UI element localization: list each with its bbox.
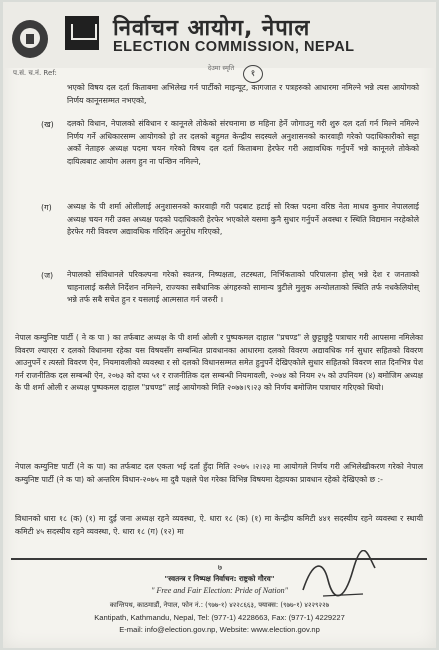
receipt-stamp: देउमा स्मृति <box>207 64 235 72</box>
reference-label: प.सं. च.नं. Ref: <box>13 69 57 77</box>
footer-email-website: E-mail: info@election.gov.np, Website: www.election.gov.np <box>119 625 320 634</box>
footer-motto-nepali: "स्वतन्त्र र निष्पक्ष निर्वाचन: राष्ट्रको गौरव" <box>164 574 275 583</box>
item-ga-paragraph: अध्यक्ष के पी शर्मा ओलीलाई अनुशासनको कारवाही गरी पदबाट हटाई सो रिक्त पदमा वरिष्ठ नेता माधव कुमार नेपाललाई अध्यक्ष चयन गरी उक्त अध्यक्ष पदको पदाधिकारी हेरफेर भएकोले यसमा कुनै सुधार गर्नुपर्ने अवस्था र स्थिति विद्यमान नरहेकोले हेरफेर गरी विवरण अद्यावधिक गरिदिन अनुरोध गरिएको, <box>67 202 419 237</box>
footer-address-nepali: कान्तिपथ, काठमाडौं, नेपाल, फोन नं.: (९७७-१) ४२२८६६३, फ्याक्स: (९७७-१) ४२२९२२७ <box>109 601 330 609</box>
footer-motto-english: " Free and Fair Election: Pride of Nation" <box>151 586 288 595</box>
item-label-ga: (ग) <box>41 203 52 212</box>
item-kha-paragraph: दलको विधान, नेपालको संविधान र कानूनले तोकेको संरचनामा छ महिना हेर्ने जोगाउनु गरी शुरु दल दर्ता गर्न मिल्ने नमिल्ने निर्णय गर्ने अधिकारसम्म आयोगको हो तर दलको बहुमत केन्द्रीय सदस्यले अनुशासनको कारवाही गरेको पदाधिकारीको सट्टा अर्को नेताहरु अध्यक्ष पदमा चयन गरेको विषय दल दर्ता किताबमा हेरफेर गरी अद्यावधिक गर्नुपर्ने भन्ने कानूनले तोकेको दायित्वबाट आयोग अलग हुन ना पन्छिन नमिल्ने, <box>67 119 419 166</box>
footer-address-english: Kantipath, Kathmandu, Nepal, Tel: (977-1) 4228663, Fax: (977-1) 4229227 <box>94 613 345 622</box>
handwritten-page-mark: १ <box>243 65 263 83</box>
item-label-ja: (ज) <box>41 271 54 280</box>
intro-paragraph-tail: भएको विषय दल दर्ता किताबमा अभिलेख गर्न पार्टीको माइन्यूट, कागजात र पत्रहरुको आधारमा नमिल्ने भन्ने त्यस आयोगको निर्णय कानूनसम्मत नभएको, <box>67 83 419 105</box>
letterhead-title-nepali: निर्वाचन आयोग, नेपाल <box>113 16 311 41</box>
document-page <box>3 2 436 648</box>
paragraph-statute-provisions: विधानको धारा १८ (क) (१) मा दुई जना अध्यक्ष रहने व्यवस्था, ऐ. धारा १८ (क) (१) मा केन्द्रीय कमिटी ४४१ सदस्यीय रहने व्यवस्था र स्थायी कमिटी ४५ सदस्यीय रहने व्यवस्था, ऐ. धारा १८ (ग) (१२) मा <box>15 514 423 536</box>
letterhead-title-english: ELECTION COMMISSION, NEPAL <box>113 39 355 55</box>
item-label-kha: (ख) <box>41 120 54 129</box>
page-number: ७ <box>217 563 223 572</box>
item-ja-paragraph: नेपालको संविधानले परिकल्पना गरेको स्वतन्त्र, निष्पक्षता, तटस्थता, निर्भिकताको परिपालना होस् भन्ने देश र जनताको चाहनालाई कसैले निर्देशन नमिल्ने, राज्यका सबैधानिक अंगहरुको सामान्य त्रुटीले मुलुक अन्योलताको स्थिति तर्फ नधकेलियोस् भन्ने तर्फ सबै सचेत हुन र यसलाई आत्मसात गर्न जरुरी । <box>67 270 419 305</box>
paragraph-interim-statute: नेपाल कम्युनिष्ट पार्टी (ने क पा) का तर्फबाट दल एकता भई दर्ता हुँदा मिति २०७५ ।२।२३ मा आयोगले निर्णय गरी अभिलेखीकरण गरेको नेपाल कम्युनिष्ट पार्टी (ने क पा) को अन्तरिम विधान-२०७५ मा दुवै पक्षले पेश गरेका विभिन्न विषयमा देहायका प्रावधान रहेको देखिएको छ :- <box>15 462 423 484</box>
paragraph-cpn-correspondence: नेपाल कम्युनिष्ट पार्टी ( ने क पा ) का तर्फबाट अध्यक्ष के पी शर्मा ओली र पुष्पकमल दाहाल "प्रचण्ड" ले छुट्टाछुट्टै पत्राचार गरी आपसमा नमिलेका विवरण ल्याएरा र दलको विधानमा रहेका यस विषयसँग सम्बन्धित प्रावधानका आधारमा दलको विवरण अद्यावधिक गर्न सुधार सहितको विवरण आउनुपर्ने र त्यस्तो विवरण ऐन, नियमावलीको व्यवस्था र सो दलको विधानसम्मत समेत हुनुपर्ने देखिएकोले सुधार सहितको विवरण सात दिनभित्र पेश गर्न राजनीतिक दल सम्बन्धी ऐन, २०७३ को दफा ५१ र राजनीतिक दल सम्बन्धी नियमावली, २०७४ को नियम २५ को उपनियम (४) बमोजिम अध्यक्ष के पी शर्मा ओली र अध्यक्ष पुष्पकमल दाहाल "प्रचण्ड" लाई आयोगको मिति २०७७।९।२३ को निर्णय बमोजिम पत्राचार गरिएको थियो। <box>15 333 423 393</box>
